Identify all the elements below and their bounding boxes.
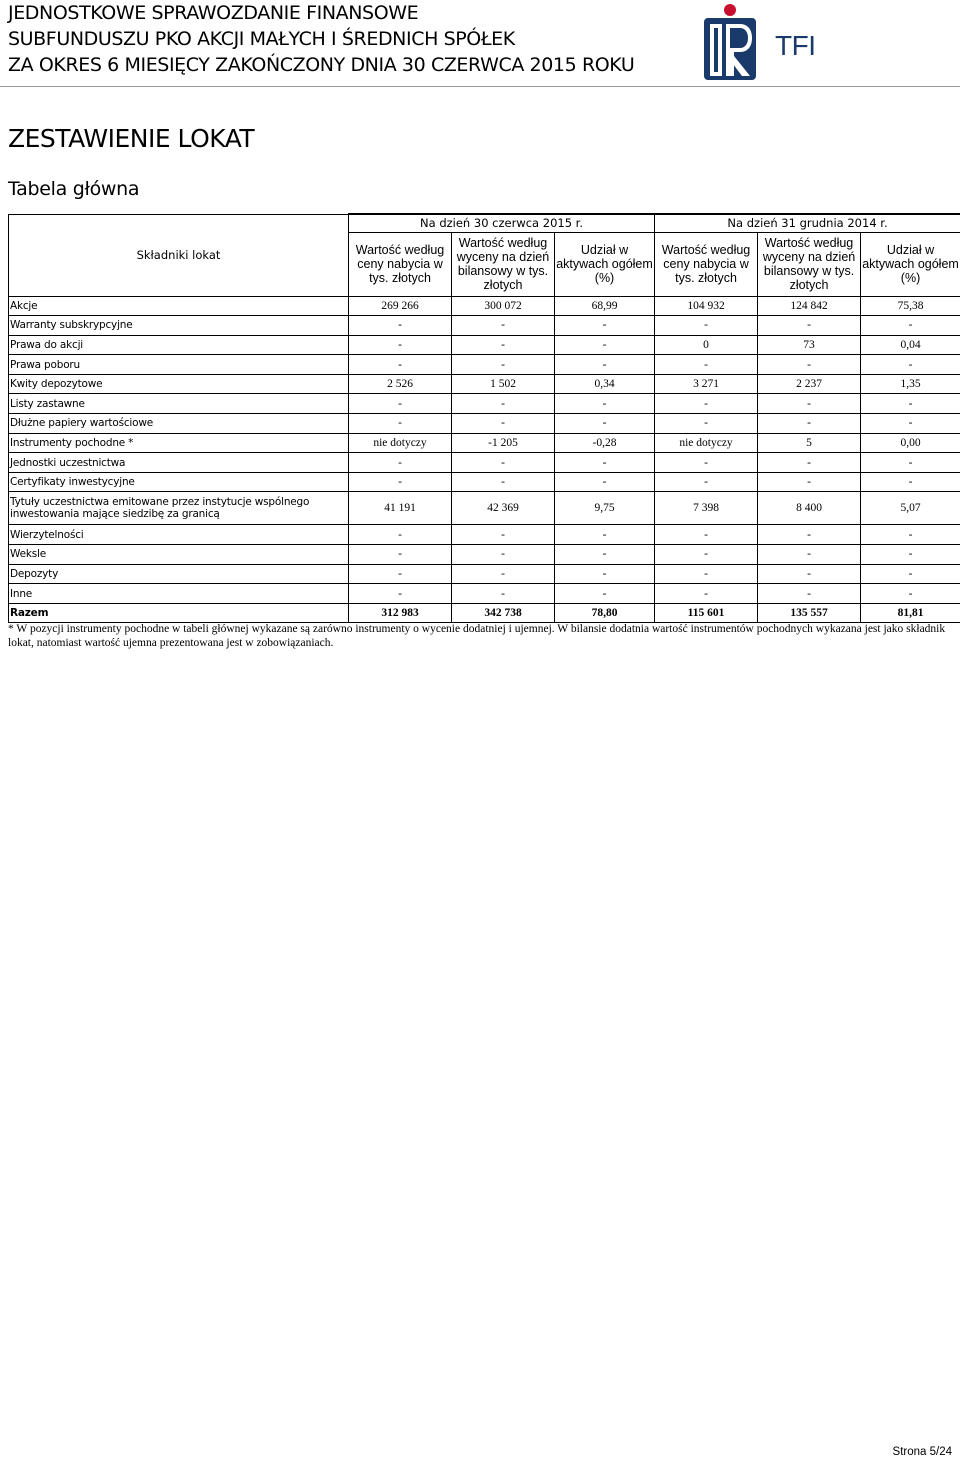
table-cell: - bbox=[861, 525, 960, 545]
page-number: Strona 5/24 bbox=[892, 1446, 952, 1458]
row-label: Jednostki uczestnictwa bbox=[9, 453, 349, 473]
table-cell: - bbox=[555, 545, 655, 565]
period-header-2015: Na dzień 30 czerwca 2015 r. bbox=[349, 214, 655, 232]
section-title: ZESTAWIENIE LOKAT bbox=[8, 124, 255, 153]
table-cell: - bbox=[452, 394, 555, 414]
row-label: Dłużne papiery wartościowe bbox=[9, 414, 349, 434]
row-label: Listy zastawne bbox=[9, 394, 349, 414]
table-cell: - bbox=[349, 414, 452, 434]
table-row bbox=[9, 296, 960, 316]
table-cell: - bbox=[861, 355, 960, 375]
table-row bbox=[9, 453, 960, 473]
table-row bbox=[9, 492, 960, 525]
table-cell: - bbox=[655, 584, 758, 604]
table-cell: 42 369 bbox=[452, 492, 555, 525]
table-cell: - bbox=[452, 335, 555, 355]
footnote: * W pozycji instrumenty pochodne w tabeli głównej wykazane są zarówno instrumenty o wycenie dodatniej i ujemnej. W bilansie dodatnia wartość instrumentów pochodnych wykazana jest jako składnik lokat, natomiast wartość ujemna prezentowana jest w zobowiązaniach. bbox=[8, 623, 946, 649]
logo-tfi-text: TFI bbox=[775, 30, 816, 61]
table-cell: 41 191 bbox=[349, 492, 452, 525]
table-cell: - bbox=[555, 525, 655, 545]
table-cell: - bbox=[758, 414, 861, 434]
table-cell: -1 205 bbox=[452, 433, 555, 453]
table-cell: - bbox=[349, 545, 452, 565]
table-cell: - bbox=[452, 472, 555, 492]
table-cell: - bbox=[758, 525, 861, 545]
table-cell: - bbox=[861, 414, 960, 434]
table-cell: - bbox=[655, 545, 758, 565]
table-cell: - bbox=[452, 316, 555, 336]
table-cell: 9,75 bbox=[555, 492, 655, 525]
table-cell: - bbox=[758, 564, 861, 584]
table-cell: nie dotyczy bbox=[655, 433, 758, 453]
table-cell: - bbox=[555, 316, 655, 336]
row-label: Akcje bbox=[9, 296, 349, 316]
table-cell: - bbox=[555, 472, 655, 492]
table-cell: - bbox=[758, 316, 861, 336]
table-cell: - bbox=[861, 453, 960, 473]
table-cell: 7 398 bbox=[655, 492, 758, 525]
row-label: Warranty subskrypcyjne bbox=[9, 316, 349, 336]
table-cell: 0,34 bbox=[555, 374, 655, 394]
row-label: Wierzytelności bbox=[9, 525, 349, 545]
row-label: Depozyty bbox=[9, 564, 349, 584]
table-cell: 342 738 bbox=[452, 603, 555, 623]
document-header bbox=[8, 0, 634, 78]
table-cell: - bbox=[555, 414, 655, 434]
table-cell: - bbox=[555, 335, 655, 355]
table-cell: - bbox=[555, 564, 655, 584]
row-label: Tytuły uczestnictwa emitowane przez instytucje wspólnego inwestowania mające siedzibę za granicą bbox=[9, 492, 349, 525]
table-cell: 2 237 bbox=[758, 374, 861, 394]
table-cell: - bbox=[758, 453, 861, 473]
table-cell: 312 983 bbox=[349, 603, 452, 623]
table-cell: - bbox=[655, 453, 758, 473]
table-cell: - bbox=[349, 472, 452, 492]
table-cell: - bbox=[452, 525, 555, 545]
table-cell: - bbox=[861, 584, 960, 604]
table-cell: - bbox=[452, 414, 555, 434]
table-cell: 5,07 bbox=[861, 492, 960, 525]
table-cell: 73 bbox=[758, 335, 861, 355]
table-cell: - bbox=[758, 545, 861, 565]
table-cell: - bbox=[452, 453, 555, 473]
row-label: Kwity depozytowe bbox=[9, 374, 349, 394]
header-title-line-3: ZA OKRES 6 MIESIĘCY ZAKOŃCZONY DNIA 30 CZERWCA 2015 ROKU bbox=[8, 54, 635, 76]
table-row bbox=[9, 316, 960, 336]
column-header: Udział w aktywach ogółem (%) bbox=[861, 232, 960, 296]
table-cell: - bbox=[349, 564, 452, 584]
table-cell: 2 526 bbox=[349, 374, 452, 394]
table-cell: - bbox=[758, 355, 861, 375]
table-cell: nie dotyczy bbox=[349, 433, 452, 453]
table-cell: 8 400 bbox=[758, 492, 861, 525]
table-cell: - bbox=[555, 584, 655, 604]
row-label: Instrumenty pochodne * bbox=[9, 433, 349, 453]
table-cell: - bbox=[655, 355, 758, 375]
table-cell: 124 842 bbox=[758, 296, 861, 316]
table-cell: - bbox=[555, 394, 655, 414]
table-cell: - bbox=[349, 584, 452, 604]
table-row bbox=[9, 584, 960, 604]
table-cell: - bbox=[452, 584, 555, 604]
table-cell: - bbox=[861, 564, 960, 584]
row-label: Prawa do akcji bbox=[9, 335, 349, 355]
table-cell: - bbox=[655, 316, 758, 336]
table-cell: - bbox=[655, 472, 758, 492]
table-row bbox=[9, 564, 960, 584]
table-row bbox=[9, 414, 960, 434]
table-title: Tabela główna bbox=[8, 178, 140, 200]
row-label: Certyfikaty inwestycyjne bbox=[9, 472, 349, 492]
table-cell: 300 072 bbox=[452, 296, 555, 316]
table-cell: 5 bbox=[758, 433, 861, 453]
row-label: Razem bbox=[9, 603, 349, 623]
table-row-total bbox=[9, 603, 960, 623]
table-cell: - bbox=[555, 453, 655, 473]
table-cell: - bbox=[349, 355, 452, 375]
table-row bbox=[9, 374, 960, 394]
table-cell: 269 266 bbox=[349, 296, 452, 316]
table-cell: - bbox=[758, 394, 861, 414]
pko-logo-icon bbox=[700, 2, 762, 82]
table-cell: 0 bbox=[655, 335, 758, 355]
table-cell: 75,38 bbox=[861, 296, 960, 316]
table-row bbox=[9, 545, 960, 565]
table-cell: 68,99 bbox=[555, 296, 655, 316]
table-cell: - bbox=[861, 316, 960, 336]
table-cell: - bbox=[861, 394, 960, 414]
table-row bbox=[9, 394, 960, 414]
column-header: Wartość według ceny nabycia w tys. złotych bbox=[349, 232, 452, 296]
table-cell: - bbox=[655, 564, 758, 584]
table-cell: - bbox=[349, 394, 452, 414]
table-row bbox=[9, 433, 960, 453]
column-header: Udział w aktywach ogółem (%) bbox=[555, 232, 655, 296]
header-divider bbox=[0, 86, 960, 87]
table-row bbox=[9, 472, 960, 492]
table-cell: 135 557 bbox=[758, 603, 861, 623]
table-cell: 1 502 bbox=[452, 374, 555, 394]
table-cell: 1,35 bbox=[861, 374, 960, 394]
row-label: Prawa poboru bbox=[9, 355, 349, 375]
table-cell: 104 932 bbox=[655, 296, 758, 316]
components-header: Składniki lokat bbox=[9, 214, 349, 296]
table-cell: - bbox=[452, 355, 555, 375]
table-cell: - bbox=[349, 316, 452, 336]
table-cell: - bbox=[861, 545, 960, 565]
column-header: Wartość według wyceny na dzień bilansowy w tys. złotych bbox=[758, 232, 861, 296]
row-label: Weksle bbox=[9, 545, 349, 565]
table-cell: - bbox=[655, 394, 758, 414]
table-cell: - bbox=[452, 564, 555, 584]
table-cell: 115 601 bbox=[655, 603, 758, 623]
table-cell: 0,04 bbox=[861, 335, 960, 355]
table-cell: - bbox=[555, 355, 655, 375]
header-title-line-2: SUBFUNDUSZU PKO AKCJI MAŁYCH I ŚREDNICH SPÓŁEK bbox=[8, 28, 515, 50]
column-header: Wartość według wyceny na dzień bilansowy w tys. złotych bbox=[452, 232, 555, 296]
table-cell: - bbox=[452, 545, 555, 565]
table-cell: - bbox=[758, 584, 861, 604]
table-cell: 81,81 bbox=[861, 603, 960, 623]
table-cell: 0,00 bbox=[861, 433, 960, 453]
table-cell: - bbox=[655, 525, 758, 545]
column-header: Wartość według ceny nabycia w tys. złotych bbox=[655, 232, 758, 296]
table-cell: - bbox=[861, 472, 960, 492]
table-cell: - bbox=[655, 414, 758, 434]
table-cell: 78,80 bbox=[555, 603, 655, 623]
table-cell: - bbox=[349, 335, 452, 355]
table-cell: -0,28 bbox=[555, 433, 655, 453]
table-row bbox=[9, 335, 960, 355]
table-cell: - bbox=[349, 525, 452, 545]
table-cell: - bbox=[349, 453, 452, 473]
table-cell: 3 271 bbox=[655, 374, 758, 394]
investments-table bbox=[8, 213, 960, 623]
header-title-line-1: JEDNOSTKOWE SPRAWOZDANIE FINANSOWE bbox=[8, 2, 419, 24]
table-cell: - bbox=[758, 472, 861, 492]
row-label: Inne bbox=[9, 584, 349, 604]
period-header-2014: Na dzień 31 grudnia 2014 r. bbox=[655, 214, 960, 232]
table-row bbox=[9, 355, 960, 375]
table-row bbox=[9, 525, 960, 545]
